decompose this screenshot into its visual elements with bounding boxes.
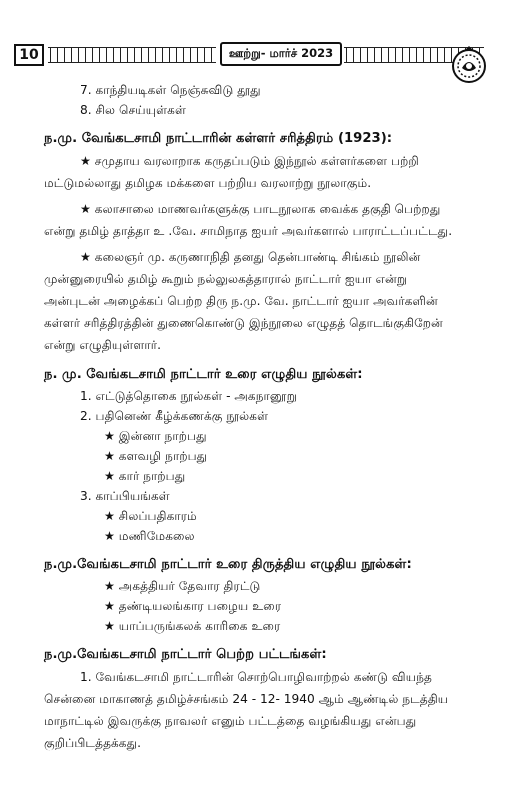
list-item: ★ கார் நாற்பது	[104, 469, 186, 483]
paragraph-line: மட்டுமல்லாது தமிழக மக்களை பற்றிய வரலாற்று நூலாகும்.	[44, 176, 372, 190]
list-item: 1. எட்டுத்தொகை நூல்கள் - அகநானூறு	[80, 389, 297, 403]
section-heading: ந. மு. வேங்கடசாமி நாட்டார் உரை எழுதிய நூல்கள்:	[44, 367, 363, 382]
list-item: ★ யாப்பருங்கலக் காரிகை உரை	[104, 619, 281, 633]
page-header	[14, 44, 494, 70]
paragraph-line: ★ சமுதாய வரலாறாக கருதப்படும் இந்நூல் கள்ளர்களை பற்றி	[80, 154, 419, 168]
paragraph	[44, 666, 480, 754]
paragraph-line: என்று எழுதியுள்ளார்.	[44, 338, 161, 352]
paragraph-line: சென்னை மாகாணத் தமிழ்ச்சங்கம் 24 - 12- 1940 ஆம் ஆண்டில் நடத்திய	[44, 692, 449, 706]
page-number: 10	[14, 44, 44, 66]
paragraph-line: 1. வேங்கடசாமி நாட்டாரின் சொற்பொழிவாற்றல் கண்டு வியந்த	[80, 670, 432, 684]
page-content	[44, 80, 480, 754]
section-heading: ந.மு.வேங்கடசாமி நாட்டார் உரை திருத்திய எழுதிய நூல்கள்:	[44, 557, 412, 572]
section-heading: ந.மு. வேங்கடசாமி நாட்டாரின் கள்ளர் சரித்திரம் (1923):	[44, 131, 393, 146]
list-item: ★ இன்னா நாற்பது	[104, 429, 207, 443]
list-item: ★ அகத்தியர் தேவார திரட்டு	[104, 579, 261, 593]
paragraph-line: குறிப்பிடத்தக்கது.	[44, 736, 142, 750]
paragraph-line: அன்புடன் அழைக்கப் பெற்ற திரு ந.மு. வே. நாட்டார் ஐயா அவர்களின்	[44, 294, 438, 308]
paragraph-line: என்று தமிழ் தாத்தா உ .வே. சாமிநாத ஐயர் அவர்களால் பாராட்டப்பட்டது.	[44, 224, 453, 238]
section-heading: ந.மு.வேங்கடசாமி நாட்டார் பெற்ற பட்டங்கள்:	[44, 647, 327, 662]
paragraph-line: ★ கலாசாலை மாணவர்களுக்கு பாடநூலாக வைக்க தகுதி பெற்றது	[80, 202, 441, 216]
paragraph	[44, 150, 480, 194]
decorative-border-left	[48, 47, 216, 63]
list-item: 2. பதினெண் கீழ்க்கணக்கு நூல்கள்	[80, 409, 269, 423]
paragraph-line: முன்னுரையில் தமிழ் கூறும் நல்லுலகத்தாரால் நாட்டார் ஐயா என்று	[44, 272, 408, 286]
list-item: ★ சிலப்பதிகாரம்	[104, 509, 197, 523]
magazine-title: ஊற்று- மார்ச் 2023	[220, 42, 342, 66]
paragraph-line: கள்ளர் சரித்திரத்தின் துணைகொண்டு இந்நூலை எழுதத் தொடங்குகிறேன்	[44, 316, 443, 330]
list-item: ★ களவழி நாற்பது	[104, 449, 208, 463]
list-item: 7. காந்தியடிகள் நெஞ்சுவிடு தூது	[80, 83, 261, 97]
list-item: ★ மணிமேகலை	[104, 529, 195, 543]
paragraph-line: மாநாட்டில் இவருக்கு நாவலர் எனும் பட்டத்தை வழங்கியது என்பது	[44, 714, 417, 728]
list-item: 8. சில செய்யுள்கள்	[80, 103, 186, 117]
paragraph-line: ★ கலைஞர் மு. கருணாநிதி தனது தென்பாண்டி சிங்கம் நூலின்	[80, 250, 421, 264]
list-item: 3. காப்பியங்கள்	[80, 489, 170, 503]
list-item: ★ தண்டியலங்கார பழைய உரை	[104, 599, 282, 613]
paragraph	[44, 246, 480, 356]
paragraph	[44, 198, 480, 242]
